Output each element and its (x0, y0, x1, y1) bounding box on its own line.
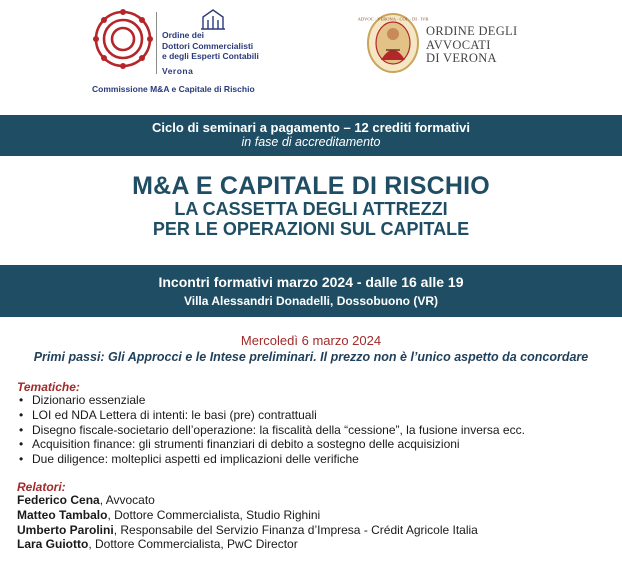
speaker-role: , Dottore Commercialista, Studio Righini (107, 507, 321, 522)
speaker-name: Federico Cena (17, 493, 100, 507)
speaker-role: , Avvocato (99, 493, 155, 507)
relatori-label: Relatori: (17, 480, 66, 494)
odc-divider (156, 12, 157, 74)
list-item: • LOI ed NDA Lettera di intenti: le basi (pre) contrattuali (17, 408, 525, 423)
speaker-row (17, 493, 478, 508)
avvocati-logo (357, 12, 566, 82)
odc-line-3: e degli Esperti Contabili (162, 51, 259, 61)
odc-logo (92, 8, 312, 98)
speaker-name: Matteo Tambalo (17, 507, 108, 522)
avvocati-seal-icon (357, 12, 429, 74)
event-schedule: Incontri formativi marzo 2024 - dalle 16 alle 19 (158, 274, 464, 290)
avvocati-line-2: AVVOCATI (426, 37, 491, 52)
odc-line-2: Dottori Commercialisti (162, 40, 254, 51)
accreditation-status: in fase di accreditamento (241, 135, 381, 149)
event-band (0, 265, 622, 317)
speaker-row (17, 523, 478, 538)
avvocati-line-1: ORDINE DEGLI (426, 24, 518, 38)
tematiche-label: Tematiche: (17, 380, 80, 394)
list-item: • Acquisition finance: gli strumenti finanziari di debito a sostegno delle acquisizioni (17, 437, 525, 452)
verona-arena-icon (200, 8, 226, 30)
session-lead: Primi passi: Gli Approcci e le Intese preliminari. Il prezzo non è l’unico aspetto da concordare (33, 350, 589, 364)
odc-emblem-icon (92, 8, 154, 70)
list-item: • Disegno fiscale-societario dell’operazione: la fiscalità della “cessione”, la fusione inversa ecc. (17, 423, 525, 438)
event-location: Villa Alessandri Donadelli, Dossobuono (VR) (183, 294, 439, 308)
speaker-row (17, 537, 478, 552)
commission-label: Commissione M&A e Capitale di Rischio (92, 84, 255, 94)
tematiche-list (17, 393, 525, 467)
avvocati-line-3: DI VERONA (426, 51, 497, 65)
list-item: • Due diligence: molteplici aspetti ed implicazioni delle verifiche (17, 452, 525, 467)
title-main: M&A E CAPITALE DI RISCHIO (132, 172, 490, 200)
seal-text: ADVOC · VERONA · COL · DI · IVR (357, 16, 429, 22)
speaker-row (17, 508, 478, 523)
title-sub-1: LA CASSETTA DEGLI ATTREZZI (174, 199, 448, 219)
title-sub-2: PER LE OPERAZIONI SUL CAPITALE (152, 219, 470, 239)
relatori-list (17, 493, 478, 552)
speaker-name: Lara Guiotto (17, 537, 89, 552)
speaker-name: Umberto Parolini (17, 522, 114, 537)
avvocati-name (426, 25, 517, 66)
odc-name (162, 30, 259, 62)
speaker-role: , Dottore Commercialista, PwC Director (88, 537, 298, 552)
seminar-cycle: Ciclo di seminari a pagamento – 12 crediti formativi (152, 120, 470, 135)
odc-line-1: Ordine dei (162, 30, 205, 40)
document-title (0, 172, 622, 240)
list-item: • Dizionario essenziale (17, 393, 525, 408)
odc-city: Verona (162, 66, 194, 76)
seminar-band (0, 115, 622, 156)
speaker-role: , Responsabile del Servizio Finanza d’Impresa - Crédit Agricole Italia (113, 522, 478, 537)
session-date: Mercoledì 6 marzo 2024 (240, 333, 382, 348)
